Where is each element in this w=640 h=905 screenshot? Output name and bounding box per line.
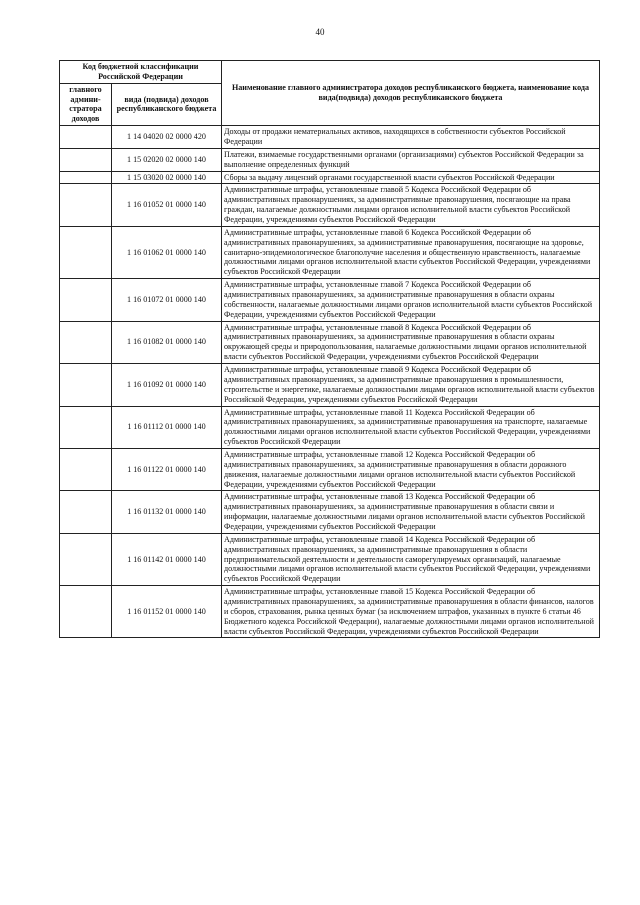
table-row [60,279,600,321]
page-number: 40 [315,27,325,37]
header-administrator-name: Наименование главного администратора доходов республиканского бюджета, наименование кода вида(подвида) доходов республиканского бюджета [222,61,600,126]
budget-classification-table [59,60,600,638]
income-code-cell: 1 15 02020 02 0000 140 [112,148,222,171]
income-name-cell: Платежи, взимаемые государственными органами (организациями) субъектов Российской Федерации за выполнение определенных функций [222,148,600,171]
income-code-cell: 1 16 01152 01 0000 140 [112,586,222,638]
header-chief-administrator: главного админи-стратора доходов [60,83,112,125]
income-code-cell: 1 16 01122 01 0000 140 [112,448,222,490]
income-name-cell: Административные штрафы, установленные главой 11 Кодекса Российской Федерации об административных правонарушениях, за административные правонарушения на транспорте, налагаемые должностными лицами органов исполнительной власти субъектов Российской Федерации, учреждениями субъектов Российской Федерации [222,406,600,448]
admin-code-cell [60,448,112,490]
income-name-cell: Административные штрафы, установленные главой 15 Кодекса Российской Федерации об административных правонарушениях, за административные правонарушения в области финансов, налогов и сборов, страхования, рынка ценных бумаг (за исключением штрафов, указанных в пункте 6 статьи 46 Бюджетного кодекса Российской Федерации), налагаемые должностными лицами органов исполнительной власти субъектов Российской Федерации, учреждениями субъектов Российской Федерации [222,586,600,638]
income-code-cell: 1 16 01082 01 0000 140 [112,321,222,363]
table-row [60,491,600,533]
income-name-cell: Административные штрафы, установленные главой 8 Кодекса Российской Федерации об административных правонарушениях, за административные правонарушения в области охраны окружающей среды и природопользования, налагаемые должностными лицами органов исполнительной власти субъектов Российской Федерации, учреждениями субъектов Российской Федерации [222,321,600,363]
admin-code-cell [60,226,112,278]
table-body [60,126,600,638]
income-code-cell: 1 16 01072 01 0000 140 [112,279,222,321]
income-code-cell: 1 16 01092 01 0000 140 [112,364,222,406]
income-name-cell: Доходы от продажи нематериальных активов, находящихся в собственности субъектов Российской Федерации [222,126,600,149]
income-name-cell: Административные штрафы, установленные главой 9 Кодекса Российской Федерации об административных правонарушениях, за административные правонарушения в промышленности, строительстве и энергетике, налагаемые должностными лицами органов исполнительной власти субъектов Российской Федерации, учреждениями субъектов Российской Федерации [222,364,600,406]
admin-code-cell [60,148,112,171]
admin-code-cell [60,321,112,363]
table-row [60,148,600,171]
header-classification-code: Код бюджетной классификации Российской Федерации [60,61,222,84]
table-row [60,533,600,585]
admin-code-cell [60,491,112,533]
table-row [60,171,600,184]
income-code-cell: 1 16 01112 01 0000 140 [112,406,222,448]
table-header [60,61,600,126]
admin-code-cell [60,364,112,406]
income-name-cell: Административные штрафы, установленные главой 5 Кодекса Российской Федерации об административных правонарушениях, за административные правонарушения, посягающие на права граждан, налагаемые должностными лицами органов исполнительной власти субъектов Российской Федерации, учреждениями субъектов Российской Федерации [222,184,600,226]
income-name-cell: Административные штрафы, установленные главой 6 Кодекса Российской Федерации об административных правонарушениях, за административные правонарушения, посягающие на здоровье, санитарно-эпидемиологическое благополучие населения и общественную нравственность, налагаемые должностными лицами органов исполнительной власти субъектов Российской Федерации, учреждениями субъектов Российской Федерации [222,226,600,278]
table-row [60,586,600,638]
table-row [60,406,600,448]
income-name-cell: Сборы за выдачу лицензий органами государственной власти субъектов Российской Федерации [222,171,600,184]
table-row [60,448,600,490]
income-name-cell: Административные штрафы, установленные главой 7 Кодекса Российской Федерации об административных правонарушениях, за административные правонарушения в области охраны собственности, налагаемые должностными лицами органов исполнительной власти субъектов Российской Федерации, учреждениями субъектов Российской Федерации [222,279,600,321]
income-name-cell: Административные штрафы, установленные главой 14 Кодекса Российской Федерации об административных правонарушениях, за административные правонарушения в области предпринимательской деятельности и деятельности саморегулируемых организаций, налагаемые должностными лицами органов исполнительной власти субъектов Российской Федерации, учреждениями субъектов Российской Федерации [222,533,600,585]
admin-code-cell [60,126,112,149]
admin-code-cell [60,279,112,321]
table-row [60,126,600,149]
income-code-cell: 1 16 01052 01 0000 140 [112,184,222,226]
admin-code-cell [60,533,112,585]
income-code-cell: 1 14 04020 02 0000 420 [112,126,222,149]
income-code-cell: 1 16 01142 01 0000 140 [112,533,222,585]
table-row [60,184,600,226]
admin-code-cell [60,184,112,226]
table-row [60,321,600,363]
income-code-cell: 1 15 03020 02 0000 140 [112,171,222,184]
income-code-cell: 1 16 01062 01 0000 140 [112,226,222,278]
admin-code-cell [60,406,112,448]
income-name-cell: Административные штрафы, установленные главой 12 Кодекса Российской Федерации об административных правонарушениях, за административные правонарушения в области дорожного движения, налагаемые должностными лицами органов исполнительной власти субъектов Российской Федерации, учреждениями субъектов Российской Федерации [222,448,600,490]
table-row [60,226,600,278]
income-code-cell: 1 16 01132 01 0000 140 [112,491,222,533]
admin-code-cell [60,586,112,638]
admin-code-cell [60,171,112,184]
header-income-type: вида (подвида) доходов республиканского бюджета [112,83,222,125]
table-row [60,364,600,406]
income-name-cell: Административные штрафы, установленные главой 13 Кодекса Российской Федерации об административных правонарушениях, за административные правонарушения в области связи и информации, налагаемые должностными лицами органов исполнительной власти субъектов Российской Федерации, учреждениями субъектов Российской Федерации [222,491,600,533]
